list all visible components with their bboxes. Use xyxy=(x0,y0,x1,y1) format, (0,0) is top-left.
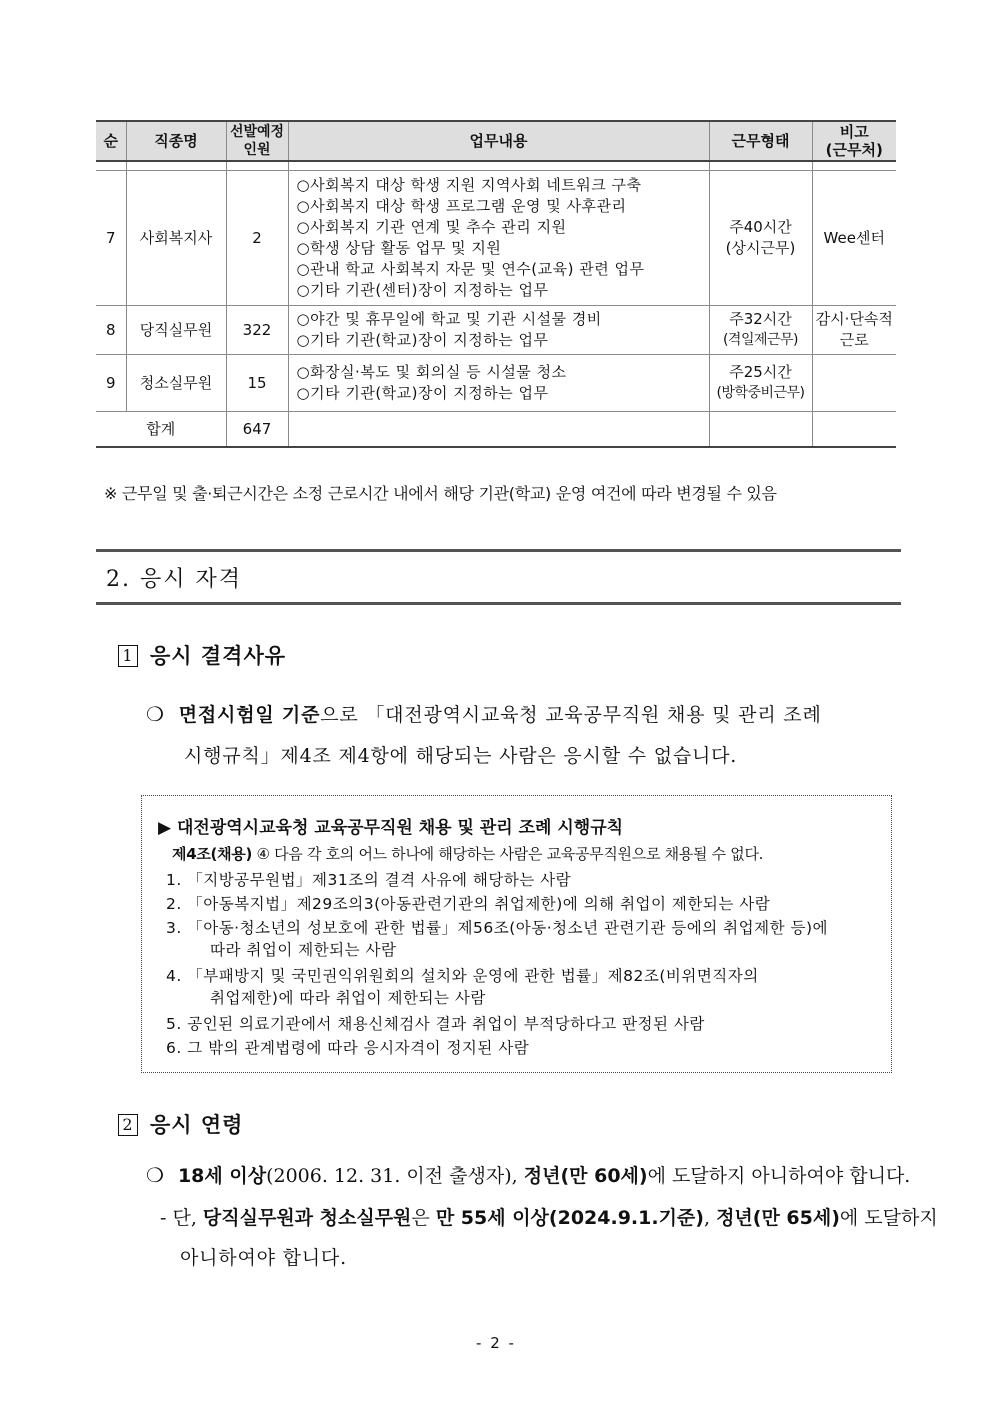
row-job: 당직실무원 xyxy=(126,306,226,355)
table-note: ※ 근무일 및 출·퇴근시간은 소정 근로시간 내에서 해당 기관(학교) 운영 여건에 따라 변경될 수 있음 xyxy=(104,484,777,503)
regulation-item xyxy=(166,916,828,960)
row-job: 청소실무원 xyxy=(126,355,226,412)
duty-line: ○기타 기관(학교)장이 지정하는 업무 xyxy=(296,331,549,349)
section-top-rule xyxy=(96,549,901,552)
boxed-number: 1 xyxy=(118,645,138,667)
row-no: 9 xyxy=(96,355,126,412)
row-worktype xyxy=(709,355,812,412)
section-bottom-rule xyxy=(96,602,901,605)
disqualification-line1 xyxy=(146,700,822,727)
header-remark xyxy=(812,121,896,161)
item-text: 1. 「지방공무원법」제31조의 결격 사유에 해당하는 사람 xyxy=(166,871,572,889)
subheading-age xyxy=(118,1109,243,1139)
header-job: 직종명 xyxy=(126,121,226,161)
subheading-disqualification xyxy=(118,640,286,670)
worktype-line1: 주40시간 xyxy=(729,218,792,236)
header-worktype: 근무형태 xyxy=(709,121,812,161)
body-text: 은 xyxy=(411,1207,436,1229)
remark-line2: 근로 xyxy=(839,331,869,349)
total-label: 합계 xyxy=(96,412,226,448)
disqualification-line2: 시행규칙」제4조 제4항에 해당되는 사람은 응시할 수 없습니다. xyxy=(184,745,738,767)
worktype-line2: (상시근무) xyxy=(725,239,796,257)
section-title: 2. 응시 자격 xyxy=(106,567,242,592)
item-text: 4. 「부패방지 및 국민권익위원회의 설치와 운영에 관한 법률」제82조(비위면직자의 xyxy=(166,967,759,985)
worktype-line2: (격일제근무) xyxy=(722,332,799,348)
hollow-circle-bullet-icon: ❍ xyxy=(146,1163,164,1187)
hollow-circle-bullet-icon: ❍ xyxy=(146,702,165,726)
page-number: - 2 - xyxy=(476,1334,516,1352)
row-remark xyxy=(812,355,896,412)
age-line1 xyxy=(146,1161,910,1188)
worktype-line1: 주32시간 xyxy=(729,310,792,328)
body-text: 에 도달하지 아니하여야 합니다. xyxy=(647,1165,911,1187)
emphasis-text: 당직실무원과 청소실무원 xyxy=(202,1207,412,1229)
emphasis-text: 정년(만 60세) xyxy=(523,1165,648,1187)
duty-line: ○기타 기관(학교)장이 지정하는 업무 xyxy=(296,384,549,402)
worktype-line1: 주25시간 xyxy=(729,363,792,381)
item-text-continued: 취업제한)에 따라 취업이 제한되는 사람 xyxy=(210,989,486,1007)
boxed-number: 2 xyxy=(118,1114,138,1136)
body-text: 에 도달하지 xyxy=(839,1207,938,1229)
header-count xyxy=(226,121,288,161)
emphasis-text: 18세 이상 xyxy=(177,1165,267,1187)
remark-line1: 감시·단속적 xyxy=(815,310,893,328)
header-duties: 업무내용 xyxy=(288,121,709,161)
table-header-row xyxy=(96,121,896,161)
article-text: ④ 다음 각 호의 어느 하나에 해당하는 사람은 교육공무직원으로 채용될 수 없다. xyxy=(252,845,764,863)
emphasis-text: 정년(만 65세) xyxy=(716,1207,840,1229)
item-text: 5. 공인된 의료기관에서 채용신체검사 결과 취업이 부적당하다고 판정된 사람 xyxy=(166,1015,705,1033)
row-job: 사회복지사 xyxy=(126,171,226,306)
row-remark xyxy=(812,171,896,306)
emphasis-text: 면접시험일 기준 xyxy=(178,704,321,726)
duty-line: ○사회복지 기관 연계 및 추수 관리 지원 xyxy=(296,218,567,236)
article-label: 제4조(채용) xyxy=(172,845,253,863)
regulation-item xyxy=(166,964,759,1008)
duty-line: ○기타 기관(센터)장이 지정하는 업무 xyxy=(296,281,549,299)
row-duties xyxy=(288,171,709,306)
regulation-title: ▶ 대전광역시교육청 교육공무직원 채용 및 관리 조례 시행규칙 xyxy=(158,818,624,838)
table-row xyxy=(96,306,896,355)
row-count: 15 xyxy=(226,355,288,412)
item-text: 6. 그 밖의 관계법령에 따라 응시자격이 정지된 사람 xyxy=(166,1039,530,1057)
duty-line: ○관내 학교 사회복지 자문 및 연수(교육) 관련 업무 xyxy=(296,260,645,278)
duty-line: ○야간 및 휴무일에 학교 및 기관 시설물 경비 xyxy=(296,310,602,328)
item-text: 3. 「아동·청소년의 성보호에 관한 법률」제56조(아동·청소년 관련기관 등에의 취업제한 등)에 xyxy=(166,919,828,937)
remark-line1: Wee센터 xyxy=(823,228,885,247)
worktype-line2: (방학중비근무) xyxy=(716,385,805,401)
duty-line: ○학생 상담 활동 업무 및 지원 xyxy=(296,239,502,257)
table-total-row xyxy=(96,412,896,448)
regulation-item xyxy=(166,1012,705,1034)
age-line2 xyxy=(160,1203,938,1230)
header-no: 순 xyxy=(96,121,126,161)
total-value: 647 xyxy=(226,412,288,448)
row-remark xyxy=(812,306,896,355)
duty-line: ○화장실·복도 및 회의실 등 시설물 청소 xyxy=(296,363,567,381)
row-duties xyxy=(288,355,709,412)
emphasis-text: 만 55세 이상(2024.9.1.기준) xyxy=(435,1207,704,1229)
row-count: 322 xyxy=(226,306,288,355)
body-text: - 단, xyxy=(160,1207,203,1229)
header-remark-line1: 비고 xyxy=(839,123,869,141)
item-text: 2. 「아동복지법」제29조의3(아동관련기관의 취업제한)에 의해 취업이 제한되는 사람 xyxy=(166,895,771,913)
table-row xyxy=(96,171,896,306)
regulation-item xyxy=(166,868,571,890)
regulation-article xyxy=(172,843,763,864)
row-worktype xyxy=(709,306,812,355)
duty-line: ○사회복지 대상 학생 지원 지역사회 네트워크 구축 xyxy=(296,176,642,194)
body-text: , xyxy=(703,1207,717,1229)
row-worktype xyxy=(709,171,812,306)
body-text: (2006. 12. 31. 이전 출생자), xyxy=(266,1165,524,1187)
row-count: 2 xyxy=(226,171,288,306)
table-gap-row xyxy=(96,161,896,171)
regulation-item xyxy=(166,1036,529,1058)
header-count-label: 선발예정 인원 xyxy=(229,124,285,158)
item-text-continued: 따라 취업이 제한되는 사람 xyxy=(210,941,397,959)
age-line3: 아니하여야 합니다. xyxy=(180,1247,347,1269)
header-remark-line2: (근무처) xyxy=(825,141,883,159)
regulation-box xyxy=(141,795,892,1073)
job-table xyxy=(96,120,896,448)
row-no: 7 xyxy=(96,171,126,306)
row-duties xyxy=(288,306,709,355)
subheading-label: 응시 결격사유 xyxy=(150,643,287,668)
row-no: 8 xyxy=(96,306,126,355)
subheading-label: 응시 연령 xyxy=(150,1112,244,1137)
body-text: 으로 「대전광역시교육청 교육공무직원 채용 및 관리 조례 xyxy=(320,704,822,726)
table-row xyxy=(96,355,896,412)
regulation-item xyxy=(166,892,770,914)
duty-line: ○사회복지 대상 학생 프로그램 운영 및 사후관리 xyxy=(296,197,627,215)
